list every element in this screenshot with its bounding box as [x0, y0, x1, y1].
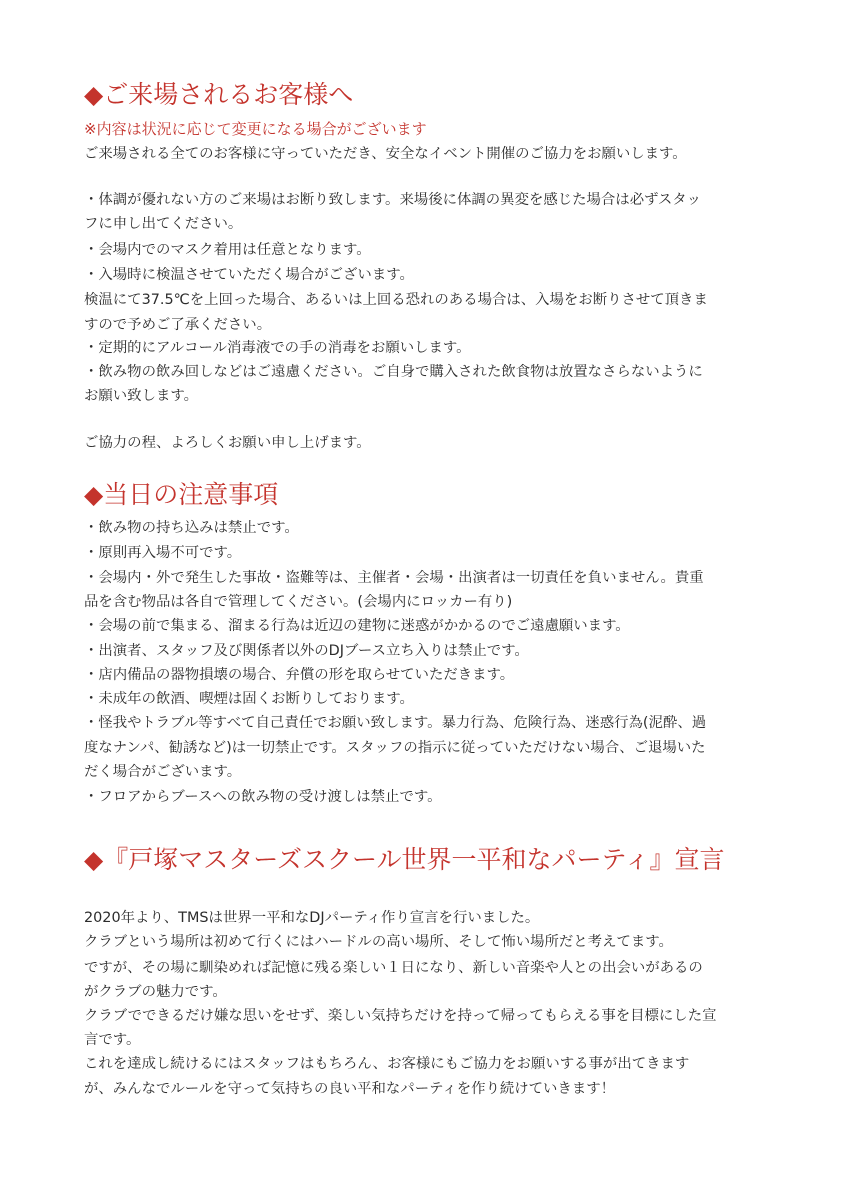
notice-text: ※内容は状況に応じて変更になる場合がございます	[84, 120, 427, 138]
list-item: ・店内備品の器物損壊の場合、弁償の形を取らせていただきます。	[84, 667, 515, 683]
list-item: ・怪我やトラブル等すべて自己責任でお願い致します。暴力行為、危険行為、迷惑行為(泥酔、過	[84, 715, 707, 731]
list-item: ・フロアからブースへの飲み物の受け渡しは禁止です。	[84, 789, 442, 805]
section-title-precautions: ◆当日の注意事項	[84, 480, 279, 509]
paragraph-line: すので予めご了承ください。	[84, 317, 272, 333]
list-item: 度なナンパ、勧誘など)は一切禁止です。スタッフの指示に従っていただけない場合、ご退場いた	[84, 740, 706, 756]
paragraph-line: ・会場内でのマスク着用は任意となります。	[84, 242, 371, 258]
paragraph-line: クラブでできるだけ嫌な思いをせず、楽しい気持ちだけを持って帰ってもらえる事を目標にした宣	[84, 1008, 717, 1024]
section-title-declaration: ◆『戸塚マスターズスクール世界一平和なパーティ』宣言	[84, 845, 725, 874]
paragraph-line: フに申し出てください。	[84, 216, 243, 232]
list-item: 品を含む物品は各自で管理してください。(会場内にロッカー有り)	[84, 594, 513, 610]
paragraph-line: ご来場される全てのお客様に守っていただき、安全なイベント開催のご協力をお願いします。	[84, 146, 687, 162]
list-item: ・飲み物の持ち込みは禁止です。	[84, 520, 299, 536]
paragraph-line: ・飲み物の飲み回しなどはご遠慮ください。ご自身で購入された飲食物は放置なさらないように	[84, 364, 703, 380]
list-item: ・会場内・外で発生した事故・盗難等は、主催者・会場・出演者は一切責任を負いません。貴重	[84, 570, 704, 586]
paragraph-line: ご協力の程、よろしくお願い申し上げます。	[84, 435, 371, 451]
paragraph-line: ですが、その場に馴染めれば記憶に残る楽しい１日になり、新しい音楽や人との出会いがあるの	[84, 960, 703, 976]
list-item: ・原則再入場不可です。	[84, 545, 242, 561]
paragraph-line: が、みんなでルールを守って気持ちの良い平和なパーティを作り続けていきます！	[84, 1081, 616, 1097]
paragraph-line: これを達成し続けるにはスタッフはもちろん、お客様にもご協力をお願いする事が出てきます	[84, 1056, 690, 1072]
paragraph-line: お願い致します。	[84, 388, 198, 404]
paragraph-line: がクラブの魅力です。	[84, 984, 227, 1000]
paragraph-line: クラブという場所は初めて行くにはハードルの高い場所、そして怖い場所だと考えてます。	[84, 934, 673, 950]
list-item: ・会場の前で集まる、溜まる行為は近辺の建物に迷惑がかかるのでご遠慮願います。	[84, 618, 630, 634]
list-item: ・出演者、スタッフ及び関係者以外のDJブース立ち入りは禁止です。	[84, 643, 529, 659]
section-title-welcome: ◆ご来場されるお客様へ	[84, 80, 354, 109]
paragraph-line: ・定期的にアルコール消毒液での手の消毒をお願いします。	[84, 340, 471, 356]
list-item: ・未成年の飲酒、喫煙は固くお断りしております。	[84, 691, 414, 707]
list-item: だく場合がございます。	[84, 764, 242, 780]
paragraph-line: 2020年より、TMSは世界一平和なDJパーティ作り宣言を行いました。	[84, 910, 540, 926]
paragraph-line: ・体調が優れない方のご来場はお断り致します。来場後に体調の異変を感じた場合は必ずスタッ	[84, 192, 702, 208]
paragraph-line: ・入場時に検温させていただく場合がございます。	[84, 267, 414, 283]
paragraph-line: 言です。	[84, 1032, 141, 1048]
paragraph-line: 検温にて37.5℃を上回った場合、あるいは上回る恐れのある場合は、入場をお断りさせて頂きま	[84, 292, 708, 308]
